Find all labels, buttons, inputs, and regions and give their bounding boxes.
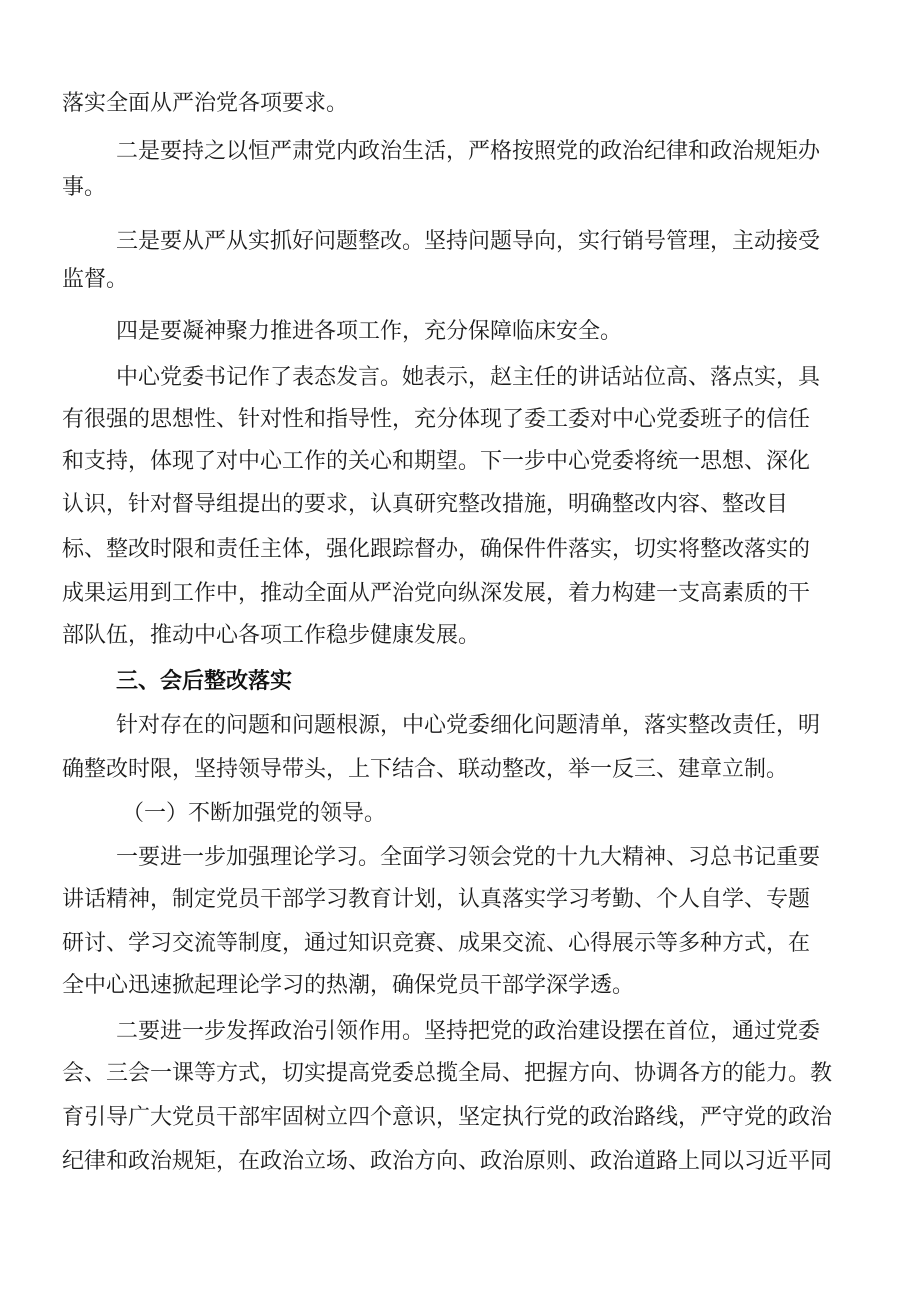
text-line: 针对存在的问题和问题根源，中心党委细化问题清单，落实整改责任，明 — [116, 713, 821, 738]
text-line: 研讨、学习交流等制度，通过知识竞赛、成果交流、心得展示等多种方式，在 — [62, 931, 811, 956]
text-line: 认识，针对督导组提出的要求，认真研究整改措施，明确整改内容、整改目 — [62, 492, 789, 517]
text-line: 全中心迅速掀起理论学习的热潮，确保党员干部学深学透。 — [62, 973, 635, 998]
text-line: 成果运用到工作中，推动全面从严治党向纵深发展，着力构建一支高素质的干 — [62, 581, 811, 606]
text-line: 事。 — [62, 175, 107, 200]
text-line: 一要进一步加强理论学习。全面学习领会党的十九大精神、习总书记重要 — [116, 845, 821, 870]
text-line: 有很强的思想性、针对性和指导性，充分体现了委工委对中心党委班子的信任 — [62, 407, 811, 432]
text-line: 讲话精神，制定党员干部学习教育计划，认真落实学习考勤、个人自学、专题 — [62, 887, 811, 912]
text-line: 纪律和政治规矩，在政治立场、政治方向、政治原则、政治道路上同以习近平同 — [62, 1149, 833, 1174]
text-line: 中心党委书记作了表态发言。她表示，赵主任的讲话站位高、落点实，具 — [116, 365, 821, 390]
subsection-heading: （一）不断加强党的领导。 — [122, 801, 387, 826]
text-line: 四是要凝神聚力推进各项工作，充分保障临床安全。 — [116, 319, 623, 344]
section-heading: 三、会后整改落实 — [116, 669, 293, 694]
text-line: 确整改时限，坚持领导带头，上下结合、联动整改，举一反三、建章立制。 — [62, 757, 789, 782]
text-line: 部队伍，推动中心各项工作稳步健康发展。 — [62, 623, 481, 648]
text-line: 落实全面从严治党各项要求。 — [62, 91, 349, 116]
text-line: 育引导广大党员干部牢固树立四个意识，坚定执行党的政治路线，严守党的政治 — [62, 1105, 833, 1130]
text-line: 和支持，体现了对中心工作的关心和期望。下一步中心党委将统一思想、深化 — [62, 449, 811, 474]
text-line: 标、整改时限和责任主体，强化跟踪督办，确保件件落实，切实将整改落实的 — [62, 537, 811, 562]
text-line: 监督。 — [62, 267, 129, 292]
text-line: 会、三会一课等方式，切实提高党委总揽全局、把握方向、协调各方的能力。教 — [62, 1061, 833, 1086]
text-line: 二要进一步发挥政治引领作用。坚持把党的政治建设摆在首位，通过党委 — [116, 1019, 821, 1044]
text-line: 二是要持之以恒严肃党内政治生活，严格按照党的政治纪律和政治规矩办 — [116, 139, 821, 164]
text-line: 三是要从严从实抓好问题整改。坚持问题导向，实行销号管理，主动接受 — [116, 229, 821, 254]
